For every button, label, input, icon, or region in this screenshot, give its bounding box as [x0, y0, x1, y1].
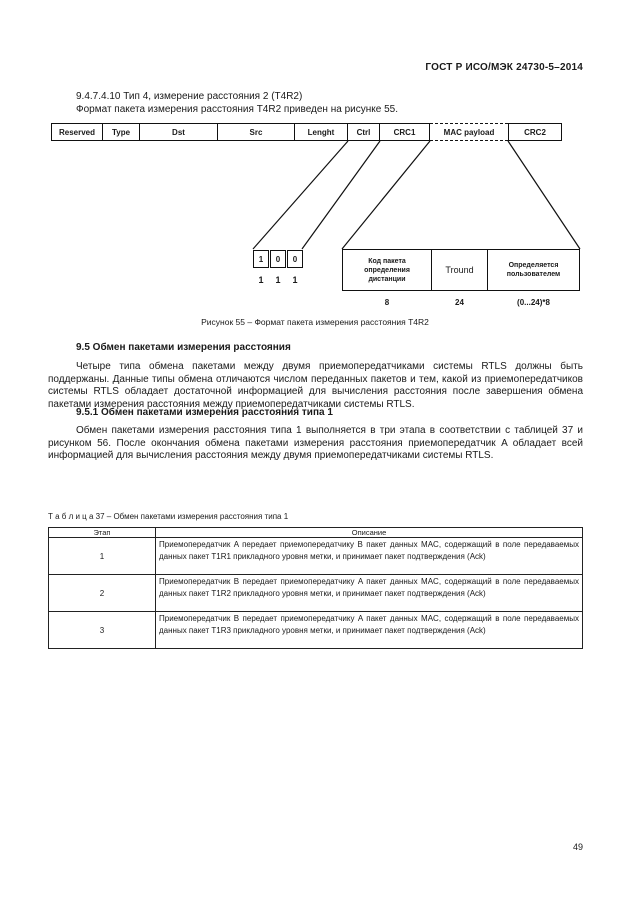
- field-mac-payload: MAC payload: [430, 123, 508, 141]
- ctrl-value-3: 1: [292, 275, 298, 285]
- table-caption-prefix: Т а б л и ц а 37: [48, 512, 105, 521]
- field-crc2: CRC2: [508, 123, 562, 141]
- ctrl-value-1: 1: [258, 275, 264, 285]
- table-37: [48, 527, 583, 649]
- payload-size-tround: 24: [455, 298, 464, 307]
- section-9-5-body: Четыре типа обмена пакетами между двумя приемопередатчиками системы RTLS должны быть поддержаны. Данные типы обмена отличаются числом переданных пакетов и тем, какой из приемопередатчиков системы RTLS обладает достаточной информацией для вычисления расстояния после завершения обмена пакетами измерения расстояния между приемопередатчиками системы RTLS.: [48, 361, 583, 410]
- section-9-5-1-body: Обмен пакетами измерения расстояния типа 1 выполняется в три этапа в соответствии с таблицей 37 и рисунком 56. После окончания обмена пакетами измерения расстояния приемопередатчик A обладает всей информацией для вычисления расстояния между двумя приемопередатчиками системы RTLS.: [48, 425, 583, 461]
- table-caption: [48, 512, 288, 521]
- table-caption-text: – Обмен пакетами измерения расстояния типа 1: [106, 512, 289, 521]
- page-number: 49: [572, 842, 583, 852]
- subsection-intro: Формат пакета измерения расстояния T4R2 приведен на рисунке 55.: [76, 104, 398, 115]
- payload-part-user: Определяется пользователем: [487, 249, 580, 291]
- col-header-description: Описание: [156, 528, 583, 538]
- figure-caption: Рисунок 55 – Формат пакета измерения расстояния T4R2: [201, 317, 429, 327]
- ctrl-bit-3: 0: [287, 250, 303, 268]
- table-row: [49, 575, 583, 612]
- field-length: Lenght: [295, 123, 348, 141]
- payload-size-code: 8: [384, 298, 390, 307]
- table-row: [49, 538, 583, 575]
- payload-part-code: Код пакета определения дистанции: [342, 249, 432, 291]
- field-type: Type: [103, 123, 140, 141]
- step-cell: 3: [49, 612, 156, 649]
- section-9-5-title: 9.5 Обмен пакетами измерения расстояния: [76, 342, 291, 353]
- field-dst: Dst: [140, 123, 218, 141]
- field-ctrl: Ctrl: [348, 123, 380, 141]
- ctrl-bit-2: 0: [270, 250, 286, 268]
- table-row: [49, 612, 583, 649]
- payload-size-user: (0...24)*8: [517, 298, 550, 307]
- step-cell: 2: [49, 575, 156, 612]
- description-cell: Приемопередатчик B передает приемопередатчику A пакет данных MAC, содержащий в поле передаваемых данных пакет T1R2 прикладного уровня метки, и принимает пакет подтверждения (Ack): [156, 575, 583, 612]
- description-cell: Приемопередатчик A передает приемопередатчику B пакет данных MAC, содержащий в поле передаваемых данных пакет T1R1 прикладного уровня метки, и принимает пакет подтверждения (Ack): [156, 538, 583, 575]
- standard-header: ГОСТ Р ИСО/МЭК 24730-5–2014: [425, 62, 583, 73]
- description-cell: Приемопередатчик B передает приемопередатчику A пакет данных MAC, содержащий в поле передаваемых данных пакет T1R3 прикладного уровня метки, и принимает пакет подтверждения (Ack): [156, 612, 583, 649]
- table-header-row: [49, 528, 583, 538]
- subsection-title: 9.4.7.4.10 Тип 4, измерение расстояния 2 (T4R2): [76, 91, 303, 102]
- col-header-step: Этап: [49, 528, 156, 538]
- field-src: Src: [218, 123, 295, 141]
- section-9-5-1-title: 9.5.1 Обмен пакетами измерения расстояния типа 1: [76, 407, 333, 418]
- ctrl-value-2: 1: [275, 275, 281, 285]
- ctrl-bit-1: 1: [253, 250, 269, 268]
- payload-part-tround: Tround: [431, 249, 488, 291]
- step-cell: 1: [49, 538, 156, 575]
- field-crc1: CRC1: [380, 123, 430, 141]
- field-reserved: Reserved: [51, 123, 103, 141]
